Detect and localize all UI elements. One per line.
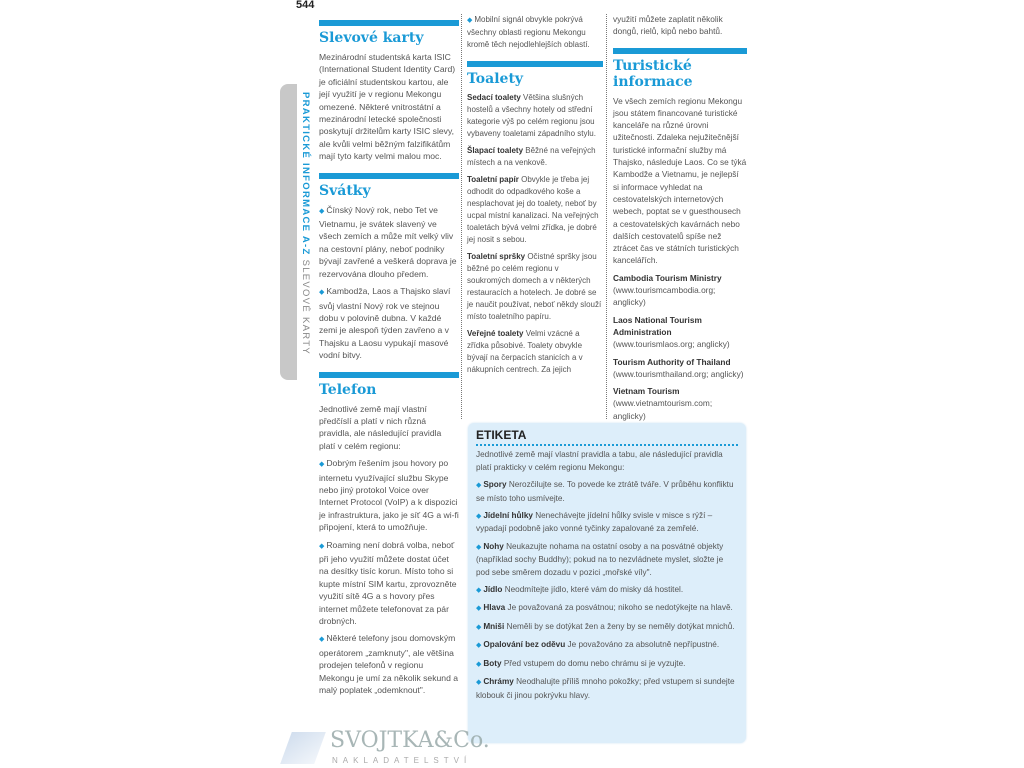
term: Nohy bbox=[483, 541, 504, 551]
etiketa-list bbox=[476, 479, 738, 702]
tourism-link bbox=[613, 385, 747, 422]
telefon-bullet bbox=[319, 539, 459, 628]
turisticke-text: Ve všech zemích regionu Mekongu jsou státem financované turistické kanceláře na různé úrovni užitečnosti. Zdaleka nejužitečnější turistické informační služby má Thajsko, následuje Laos. Co se týká Kambodže a Vietnamu, je nejlepší si informace vyhledat na cestovatelských internetových webech, poptat se v guesthousech a cestovatelských kavárnách nebo dalších cestovatelů spíše než ztrácet čas ve státních turistických kancelářích. bbox=[613, 95, 747, 266]
term-text: Nerozčilujte se. To povede ke ztrátě tváře. V průběhu konfliktu se místo toho usmívejte. bbox=[476, 480, 734, 503]
bullet-text: Mobilní signál obvykle pokrývá všechny oblasti regionu Mekongu kromě těch nejodlehlejších oblastí. bbox=[467, 15, 590, 49]
term: Chrámy bbox=[483, 677, 514, 687]
term: Boty bbox=[483, 658, 502, 668]
bullet-icon: ◆ bbox=[476, 660, 484, 668]
org-name: Laos National Tourism Administration bbox=[613, 314, 702, 337]
tourism-link bbox=[613, 356, 747, 381]
term-text: Neodhalujte příliš mnoho pokožky; před vstupem si sundejte klobouk či jinou pokrývku hlavy. bbox=[476, 677, 735, 700]
mobile-bullet bbox=[467, 14, 603, 51]
etiketa-item bbox=[476, 510, 738, 536]
org-detail: (www.tourismlaos.org; anglicky) bbox=[613, 339, 730, 350]
column-divider bbox=[461, 14, 462, 419]
etiketa-intro: Jednotlivé země mají vlastní pravidla a tabu, ale následující pravidla platí prakticky v celém regionu Mekongu: bbox=[476, 450, 723, 472]
section-bar bbox=[319, 173, 459, 179]
etiketa-box bbox=[468, 423, 746, 743]
page-number: 544 bbox=[296, 0, 315, 11]
term-text: Je považováno za absolutně nepřípustné. bbox=[567, 640, 720, 650]
etiketa-item bbox=[476, 676, 738, 702]
section-bar bbox=[319, 372, 459, 378]
bullet-icon: ◆ bbox=[476, 587, 484, 595]
bullet-icon: ◆ bbox=[476, 605, 484, 613]
etiketa-item bbox=[476, 639, 738, 652]
term: Šlapací toalety bbox=[467, 146, 524, 155]
term: Jídlo bbox=[483, 585, 503, 595]
toalety-item bbox=[467, 251, 603, 323]
telefon-bullet bbox=[319, 632, 459, 696]
org-name: Cambodia Tourism Ministry bbox=[613, 272, 722, 283]
continuation-text: využití můžete zaplatit několik dongů, rielů, kipů nebo bahtů. bbox=[613, 14, 723, 37]
bullet-icon: ◆ bbox=[319, 289, 327, 297]
bullet-icon: ◆ bbox=[319, 207, 327, 215]
term-text: Očistné spršky jsou běžné po celém regionu v soukromých domech a v některých restauracích a hotelech. Je dobré se je naučit používat, neboť někdy slouží místo toaletního papíru. bbox=[467, 252, 602, 321]
bullet-text: Roaming není dobrá volba, neboť při jeho využití můžete dostat účet na desítky tisíc korun. Místo toho si kupte místní SIM kartu, zprovozněte využití sítě 4G a s hovory přes internet můžete telefonovat za pár drobných. bbox=[319, 539, 457, 627]
etiketa-item bbox=[476, 541, 738, 579]
org-name: Tourism Authority of Thailand bbox=[613, 356, 731, 367]
bullet-icon: ◆ bbox=[476, 513, 484, 521]
org-detail: (www.tourismcambodia.org; anglicky) bbox=[613, 285, 716, 308]
toalety-item bbox=[467, 174, 603, 246]
heading-telefon: Telefon bbox=[319, 381, 377, 398]
logo-mark-icon bbox=[280, 732, 326, 764]
section-bar bbox=[613, 48, 747, 54]
bullet-text: Čínský Nový rok, nebo Tet ve Vietnamu, je svátek slavený ve všech zemích a může mít velký vliv na cestovní plány, neboť podniky bývají zavřené a veškerá doprava je rezervována dlouho předem. bbox=[319, 204, 457, 279]
etiketa-item bbox=[476, 479, 738, 505]
bullet-icon: ◆ bbox=[319, 542, 327, 550]
bullet-icon: ◆ bbox=[319, 636, 327, 644]
term-text: Obvykle je třeba jej odhodit do odpadkového koše a nesplachovat jej do toalety, neboť by ucpal místní kanalizaci. Na veřejných toaletách bývá velmi zřídka, je dobré jej nosit s sebou. bbox=[467, 175, 599, 244]
toalety-item bbox=[467, 145, 603, 169]
term: Veřejné toalety bbox=[467, 329, 524, 338]
term-text: Je považovaná za posvátnou; nikoho se nedotýkejte na hlavě. bbox=[507, 603, 733, 613]
org-detail: (www.tourismthailand.org; anglicky) bbox=[613, 368, 744, 379]
svatky-bullet bbox=[319, 204, 459, 280]
term-text: Velmi vzácné a zřídka působivé. Toalety obvykle bývají na čerpacích stanicích a v nákupních centrech. Za jejich bbox=[467, 329, 583, 374]
telefon-bullet bbox=[319, 457, 459, 533]
term-text: Neodmítejte jídlo, které vám do misky dá hostitel. bbox=[504, 585, 684, 595]
tourism-link bbox=[613, 314, 747, 351]
side-tab bbox=[280, 84, 297, 380]
term-text: Běžné na veřejných místech a na venkově. bbox=[467, 146, 596, 167]
term: Spory bbox=[483, 480, 507, 490]
org-detail: (www.vietnamtourism.com; anglicky) bbox=[613, 398, 713, 421]
column-divider bbox=[606, 14, 607, 419]
svatky-bullet bbox=[319, 285, 459, 361]
etiketa-title: ETIKETA bbox=[476, 429, 738, 446]
etiketa-item bbox=[476, 602, 738, 615]
term-text: Neměli by se dotýkat žen a ženy by se neměly dotýkat mnichů. bbox=[506, 621, 735, 631]
bullet-icon: ◆ bbox=[476, 543, 484, 551]
section-label: PRAKTICKÉ INFORMACE A-Z bbox=[300, 92, 311, 256]
bullet-icon: ◆ bbox=[476, 642, 484, 650]
toalety-item bbox=[467, 92, 603, 140]
etiketa-item bbox=[476, 658, 738, 671]
bullet-text: Kambodža, Laos a Thajsko slaví svůj vlastní Nový rok ve stejnou dobu v polovině dubna. V každé zemi je alespoň týden zavřeno a v Thajsku a Laosu vypukají masové vodní bitvy. bbox=[319, 286, 451, 361]
term: Toaletní spršky bbox=[467, 252, 526, 261]
etiketa-item bbox=[476, 621, 738, 634]
tourism-link bbox=[613, 272, 747, 309]
term-text: Neukazujte nohama na ostatní osoby a na posvátné objekty (například sochy Buddhy); pokud na to nezvládnete myslet, složte je pod sebe směrem dozadu v pozici „mořské víly". bbox=[476, 541, 724, 577]
heading-slevove-karty: Slevové karty bbox=[319, 30, 424, 46]
etiketa-item bbox=[476, 584, 738, 597]
term: Hlava bbox=[483, 603, 506, 613]
subsection-label: SLEVOVÉ KARTY bbox=[300, 259, 311, 355]
watermark-sub: NAKLADATELSTVÍ bbox=[332, 756, 472, 765]
column-2 bbox=[467, 14, 603, 381]
bullet-icon: ◆ bbox=[467, 17, 475, 24]
section-bar bbox=[319, 20, 459, 26]
column-3 bbox=[613, 13, 747, 427]
term: Jídelní hůlky bbox=[483, 511, 533, 521]
telefon-intro: Jednotlivé země mají vlastní předčíslí a platí v nich různá pravidla, ale následující pravidla platí v celém regionu: bbox=[319, 403, 442, 451]
bullet-icon: ◆ bbox=[476, 623, 484, 631]
slevove-text: Mezinárodní studentská karta ISIC (International Student Identity Card) je oficiální studentskou kartou, ale její využití je v regionu Mekongu omezené. Některé vnitrostátní a mezinárodní letecké společnosti poskytují držitelům karty ISIC slevy, ale kvůli velmi běžným falzifikátům mají tyto karty velmi malou moc. bbox=[319, 52, 456, 162]
publisher-watermark bbox=[286, 728, 506, 768]
bullet-text: Některé telefony jsou domovským operátorem „zamknuty", ale většina prodejen telefonů v regionu Mekongu je umí za několik sekund a malý poplatek „odemknout". bbox=[319, 633, 459, 696]
bullet-icon: ◆ bbox=[476, 679, 484, 687]
bullet-icon: ◆ bbox=[319, 461, 327, 469]
term-text: Před vstupem do domu nebo chrámu si je vyzujte. bbox=[503, 658, 686, 668]
term: Opalování bez oděvu bbox=[483, 640, 566, 650]
bullet-text: Dobrým řešením jsou hovory po internetu využívající službu Skype nebo jiný protokol Voice over Internet Protocol (VoIP) a k dispozici je infrastruktura, jako je síť 4G a wi-fi připojení, která to umožňuje. bbox=[319, 458, 459, 533]
term: Mniši bbox=[483, 621, 505, 631]
org-name: Vietnam Tourism bbox=[613, 386, 680, 397]
heading-toalety: Toalety bbox=[467, 71, 524, 87]
toalety-item bbox=[467, 328, 603, 376]
column-1 bbox=[319, 20, 459, 701]
heading-turisticke-informace: Turistické informace bbox=[613, 57, 693, 90]
bullet-icon: ◆ bbox=[476, 482, 484, 490]
term: Sedací toalety bbox=[467, 93, 521, 102]
term-text: Nenechávejte jídelní hůlky svisle v misce s rýží – vypadají podobně jako vonné tyčinky zapalované za zemřelé. bbox=[476, 511, 713, 534]
heading-svatky: Svátky bbox=[319, 182, 371, 199]
section-bar bbox=[467, 61, 603, 67]
term-text: Většina slušných hostelů a všechny hotely od střední kategorie výš po celém regionu jsou vybaveny toaletami západního stylu. bbox=[467, 93, 596, 138]
side-tab-label bbox=[300, 92, 314, 392]
term: Toaletní papír bbox=[467, 175, 519, 184]
watermark-name: SVOJTKA&Co. bbox=[330, 728, 490, 753]
